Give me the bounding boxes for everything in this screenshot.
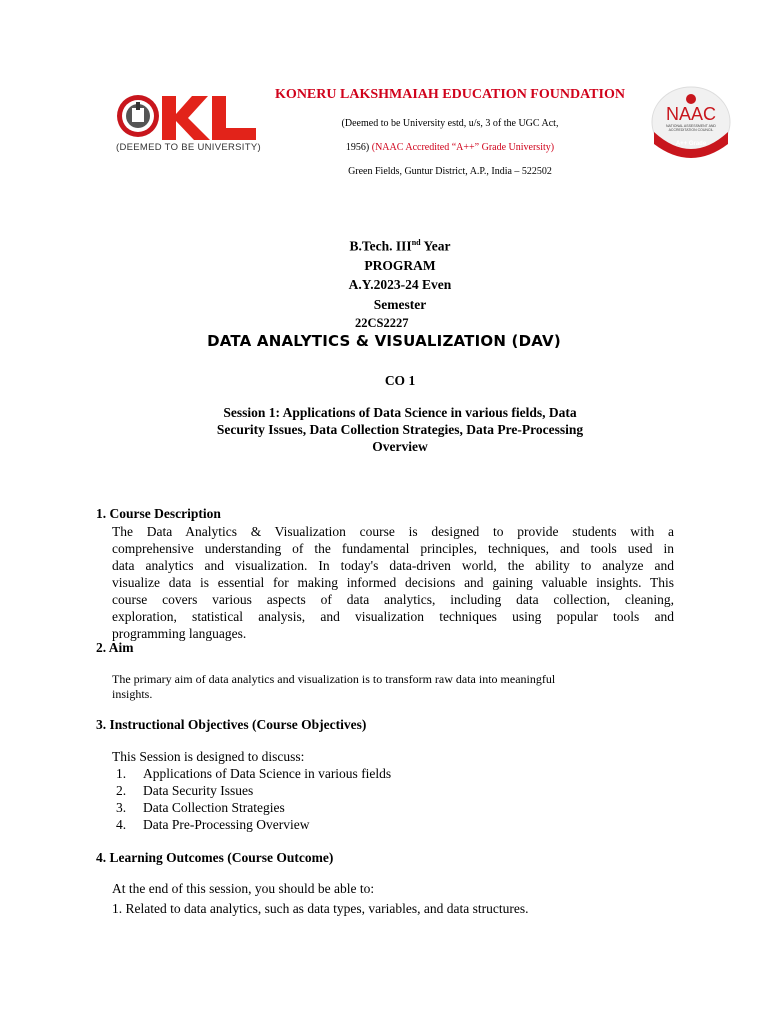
semester: Semester <box>373 297 427 312</box>
address-line: Green Fields, Guntur District, A.P., India – 522502 <box>348 166 552 177</box>
text-line: exploration, statistical analysis, and visualization techniques using popular tools and <box>112 609 674 624</box>
co-label: CO 1 <box>384 373 416 388</box>
list-item <box>116 783 253 799</box>
naac-logo-subtext: NATIONAL ASSESSMENT AND ACCREDITATION COUNCIL <box>666 124 716 132</box>
text-line: data analytics and visualization. In today's data-driven world, the ability to analyze and <box>112 558 674 573</box>
session-line: Session 1: Applications of Data Science in various fields, Data <box>223 405 577 420</box>
btech-sup: nd <box>411 238 421 247</box>
btech-text: B.Tech. III <box>349 238 412 254</box>
session-title <box>150 404 650 455</box>
text-line: The Data Analytics & Visualization course is designed to provide students with a <box>112 524 674 539</box>
list-item <box>116 817 309 833</box>
section-objectives-heading: 3. Instructional Objectives (Course Objectives) <box>96 717 367 732</box>
section-aim-heading: 2. Aim <box>96 640 134 655</box>
naac-grade: A++ Grade <box>675 141 707 147</box>
text-line: programming languages. <box>112 626 247 641</box>
list-num: 4. <box>116 817 127 832</box>
naac-logo-text: NAAC <box>665 104 716 124</box>
list-text: Data Security Issues <box>143 783 254 798</box>
outcome-item: 1. Related to data analytics, such as data types, variables, and data structures. <box>112 901 529 916</box>
section-course-description-heading: 1. Course Description <box>96 506 221 521</box>
naac-accredited-text: (NAAC Accredited “A++” Grade University) <box>371 142 555 153</box>
list-text: Data Collection Strategies <box>143 800 285 815</box>
academic-year: A.Y.2023-24 Even <box>348 277 452 292</box>
text-line: course covers various aspects of data analytics, including data collection, cleaning, <box>112 592 674 607</box>
outcomes-intro: At the end of this session, you should be able to: <box>112 881 375 896</box>
text-line: visualize data is essential for making informed decisions and gaining valuable insights. This <box>112 575 674 590</box>
kl-university-logo <box>112 88 260 156</box>
course-description-text <box>112 523 674 642</box>
aim-text <box>112 672 652 702</box>
text-line: The primary aim of data analytics and visualization is to transform raw data into meaningful <box>112 672 556 686</box>
naac-logo <box>650 86 732 158</box>
accreditation-line <box>240 142 660 153</box>
course-title: DATA ANALYTICS & VISUALIZATION (DAV) <box>207 332 561 350</box>
year-text: 1956) <box>345 142 370 153</box>
text-line: insights. <box>112 687 153 701</box>
list-item <box>116 800 285 816</box>
section-learning-outcomes-heading: 4. Learning Outcomes (Course Outcome) <box>96 850 334 865</box>
session-line: Overview <box>372 439 428 454</box>
course-code: 22CS2227 <box>355 316 409 330</box>
list-text: Data Pre-Processing Overview <box>143 817 310 832</box>
logo-subtitle: (DEEMED TO BE UNIVERSITY) <box>116 142 261 153</box>
list-num: 2. <box>116 783 127 798</box>
btech-year <box>0 238 768 255</box>
list-num: 1. <box>116 766 127 781</box>
program: PROGRAM <box>364 258 436 273</box>
text-line: comprehensive understanding of the fundamental principles, techniques, and tools used in <box>112 541 674 556</box>
foundation-name: KONERU LAKSHMAIAH EDUCATION FOUNDATION <box>275 87 625 102</box>
list-text: Applications of Data Science in various fields <box>143 766 392 781</box>
list-num: 3. <box>116 800 127 815</box>
objectives-intro: This Session is designed to discuss: <box>112 749 305 764</box>
btech-year-text: Year <box>423 238 451 254</box>
session-line: Security Issues, Data Collection Strategies, Data Pre-Processing <box>216 422 584 437</box>
list-item <box>116 766 391 782</box>
deemed-line: (Deemed to be University estd, u/s, 3 of the UGC Act, <box>341 118 559 129</box>
